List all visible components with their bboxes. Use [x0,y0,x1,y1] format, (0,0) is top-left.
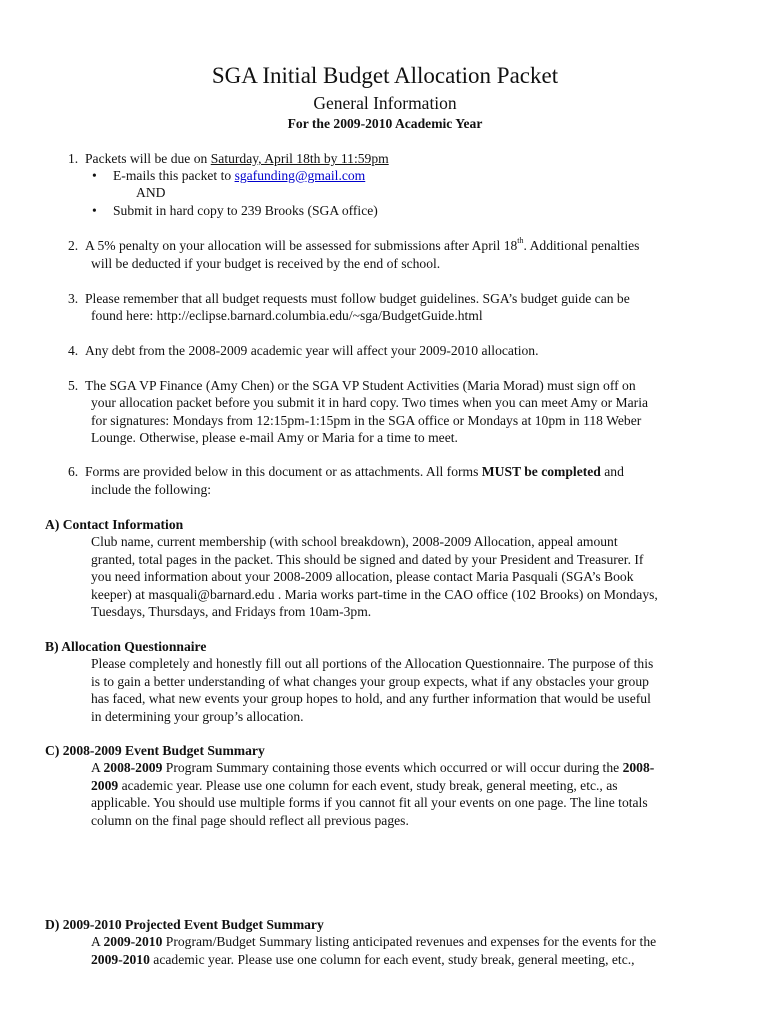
section-heading: D) 2009-2010 Projected Event Budget Summary [45,917,324,932]
section-text: column on the final page should reflect all previous pages. [91,813,409,828]
item-number: 6. [68,464,79,479]
section-text: Club name, current membership (with school breakdown), 2008-2009 Allocation, appeal amount [91,534,618,549]
bullet-icon: • [92,203,97,218]
item-number: 5. [68,378,79,393]
item-text-part: A 5% penalty on your allocation will be assessed for submissions after April 18 [85,238,518,253]
section-text: Please completely and honestly fill out all portions of the Allocation Questionnaire. The purpose of this [91,656,654,671]
section-text-part: A [91,934,104,949]
section-text [91,759,654,777]
section-heading: B) Allocation Questionnaire [45,639,207,654]
section-text: you need information about your 2008-2009 allocation, please contact Maria Pasquali (SGA’s Book [91,569,634,584]
item-number: 2. [68,238,79,253]
due-date: Saturday, April 18th by 11:59pm [210,151,389,166]
academic-year: For the 2009-2010 Academic Year [287,116,483,131]
email-link[interactable]: sgafunding@gmail.com [234,168,366,183]
bullet-email [113,167,365,185]
section-text-bold: 2009-2010 [103,934,163,949]
item-number: 4. [68,343,79,358]
section-text: Tuesdays, Thursdays, and Fridays from 10am-3pm. [91,604,372,619]
item-text-part: and [600,464,624,479]
item-text: include the following: [91,482,212,497]
section-text: granted, total pages in the packet. This should be signed and dated by your President and Treasurer. If [91,552,644,567]
section-text-part: academic year. Please use one column for each event, study break, general meeting, etc., [149,952,635,967]
section-text-part: Program Summary containing those events which occurred or will occur during the [162,760,623,775]
item-text-part: . Additional penalties [523,238,640,253]
section-text: keeper) at masquali@barnard.edu . Maria works part-time in the CAO office (102 Brooks) on Mondays, [91,587,658,602]
section-text [91,777,618,795]
item-text-part: Forms are provided below in this document or as attachments. All forms [85,464,482,479]
item-text: Please remember that all budget requests must follow budget guidelines. SGA’s budget guide can be [85,291,630,306]
section-text-bold: 2009-2010 [91,952,150,967]
section-text [91,933,656,951]
item-text [85,463,624,481]
item-text-prefix: Packets will be due on [85,151,211,166]
section-text-bold: 2008- [622,760,655,775]
section-text-bold: 2008-2009 [103,760,163,775]
budget-guide-url: found here: http://eclipse.barnard.columbia.edu/~sga/BudgetGuide.html [91,308,483,323]
section-text: applicable. You should use multiple forms if you cannot fit all your events on one page. The line totals [91,795,648,810]
item-text: your allocation packet before you submit it in hard copy. Two times when you can meet Amy or Maria [91,395,649,410]
document-subtitle: General Information [313,93,457,113]
item-text [85,150,389,168]
section-text-part: academic year. Please use one column for each event, study break, general meeting, etc., as [118,778,618,793]
section-text: is to gain a better understanding of what changes your group expects, what if any obstacles your group [91,674,649,689]
section-text-bold: 2009 [91,778,119,793]
item-text: The SGA VP Finance (Amy Chen) or the SGA VP Student Activities (Maria Morad) must sign off on [85,378,636,393]
document-title: SGA Initial Budget Allocation Packet [211,63,559,88]
section-text: has faced, what new events your group hopes to hold, and any further information that would be useful [91,691,651,706]
section-text [91,951,635,969]
item-text: will be deducted if your budget is received by the end of school. [91,256,441,271]
section-heading: A) Contact Information [45,517,184,532]
section-text: in determining your group’s allocation. [91,709,304,724]
section-text-part: Program/Budget Summary listing anticipated revenues and expenses for the events for the [162,934,657,949]
item-text: Lounge. Otherwise, please e-mail Amy or Maria for a time to meet. [91,430,458,445]
and-text: AND [136,185,166,200]
section-text-part: A [91,760,104,775]
bullet-icon: • [92,168,97,183]
bullet-hard-copy: Submit in hard copy to 239 Brooks (SGA office) [113,203,378,218]
superscript: th [517,236,524,245]
item-text: for signatures: Mondays from 12:15pm-1:15pm in the SGA office or Mondays at 10pm in 118 Weber [91,413,642,428]
item-text [85,237,639,255]
item-text: Any debt from the 2008-2009 academic year will affect your 2009-2010 allocation. [85,343,539,358]
section-heading: C) 2008-2009 Event Budget Summary [45,743,265,758]
item-text-bold: MUST be completed [481,464,601,479]
item-number: 3. [68,291,79,306]
bullet-email-prefix: E-mails this packet to [113,168,235,183]
item-number: 1. [68,151,79,166]
